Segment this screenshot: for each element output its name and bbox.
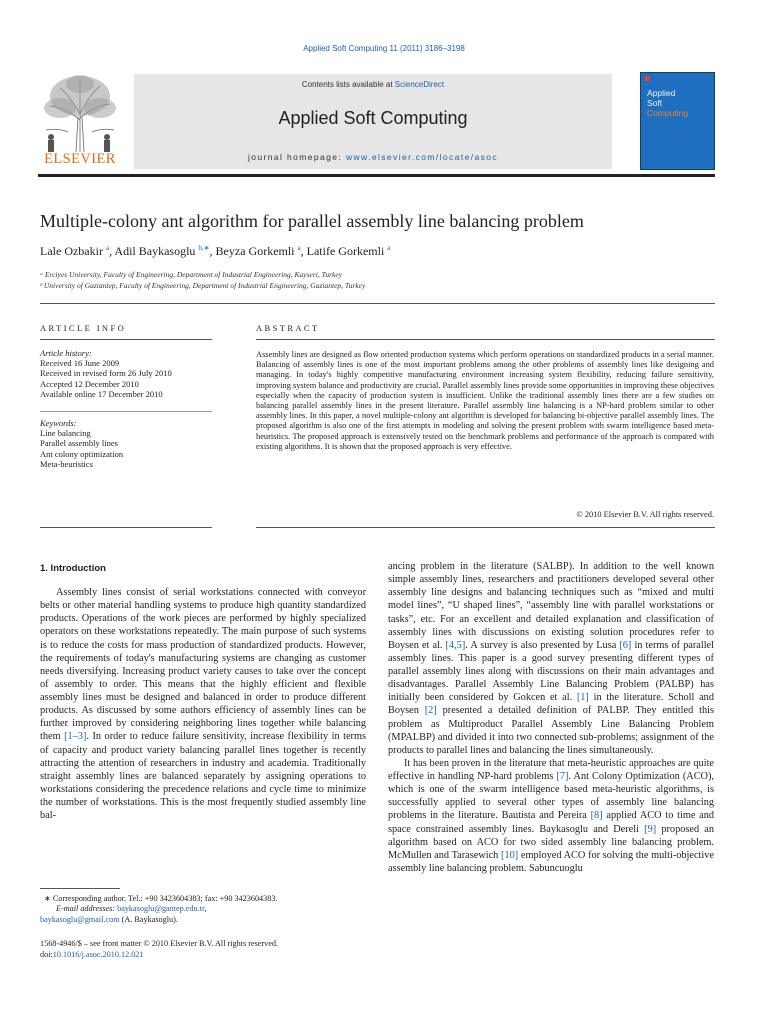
header-divider <box>38 174 715 177</box>
keywords-label: Keywords: <box>40 418 77 428</box>
section-heading: 1. Introduction <box>40 563 106 574</box>
abstract-label: ABSTRACT <box>256 323 320 333</box>
cover-title: Applied Soft Computing <box>647 88 689 118</box>
reference-link[interactable]: [1] <box>576 692 589 704</box>
doi-link[interactable]: 10.1016/j.asoc.2010.12.021 <box>52 950 144 959</box>
author-affiliation-mark[interactable]: b,∗ <box>198 244 210 252</box>
author-name: Lale Ozbakir <box>40 244 103 258</box>
article-title: Multiple-colony ant algorithm for parallel assembly line balancing problem <box>40 211 584 231</box>
history-item: Available online 17 December 2010 <box>40 388 163 399</box>
intro-paragraph: ancing problem in the literature (SALBP). In addition to the well known simple assembly lines, researchers and practitioners developed several other assembly line designs and balancing techniques such as “mixed and multi model lines”, “U shaped lines”, “assembly line with parallel workstations or tasks”, etc. For an excellent and detailed explanation and classification of assembly lines with discussions on existing solution procedures refer to Boysen et al. [4,5]. A survey is also presented by Lusa [6] in terms of parallel assembly lines. This paper is a good survey presenting different types of parallel assembly lines along with discussions on their main advantages and disadvantages. Parallel Assembly Line Balancing Problem (PALBP) has initially been considered by Gokcen et al. [1] in the literature. Scholl and Boysen [2] presented a detailed definition of PALBP. They entitled this problem as Multiproduct Parallel Assembly Line Balancing Problem (MPALBP) and divided it into two connected sub-problems; assignment of the products to parallel lines and balancing the lines simultaneously. <box>388 561 714 756</box>
author-name: Latife Gorkemli <box>306 244 385 258</box>
keyword-item: Ant colony optimization <box>40 448 124 459</box>
keyword-item: Line balancing <box>40 428 91 439</box>
homepage-link[interactable]: www.elsevier.com/locate/asoc <box>345 152 499 162</box>
email-label: E-mail addresses: <box>56 904 118 914</box>
reference-link[interactable]: [8] <box>590 810 603 822</box>
keywords <box>40 418 212 469</box>
reference-link[interactable]: [6] <box>619 639 632 651</box>
affiliation-a: ᵃ Erciyes University, Faculty of Engineering, Department of Industrial Engineering, Kayseri, Turkey <box>40 270 343 279</box>
history-label: Article history: <box>40 348 92 358</box>
journal-banner <box>134 74 612 169</box>
journal-homepage: journal homepage: www.elsevier.com/locate/asoc <box>247 152 499 162</box>
elsevier-logo <box>38 72 122 172</box>
author-affiliation-mark[interactable]: a <box>297 244 301 252</box>
reference-link[interactable]: [9] <box>644 823 657 835</box>
reference-link[interactable]: [4,5] <box>445 639 466 651</box>
article-info-label: ARTICLE INFO <box>40 323 127 333</box>
footnote-divider <box>40 888 120 889</box>
section-divider <box>40 303 715 304</box>
keywords-divider <box>40 411 212 412</box>
reference-link[interactable]: [2] <box>424 705 437 717</box>
email-link[interactable]: baykasoglu@gantep.edu.tr <box>117 904 205 914</box>
intro-paragraph: It has been proven in the literature that meta-heuristic approaches are quite effective in handling NP-hard problems [7]. Ant Colony Optimization (ACO), which is one of the swarm intelligence based meta-heuristic algorithms, is successfully applied to several other types of assembly line balancing problems in the literature. Bautista and Pereira [8] applied ACO to time and space constrained assembly lines. Baykasoglu and Dereli [9] proposed an algorithm based on ACO for two sided assembly line balancing problem. McMullen and Tarasewich [10] employed ACO for solving the multi-objective assembly line balancing problem. Sabuncuoglu <box>388 757 715 874</box>
intro-paragraph: Assembly lines consist of serial workstations connected with conveyor belts or other material handling systems to produce high quantity standardized products. Operations of the work pieces are performed by highly specialized operators on these workstations repeatedly. The main purpose of such systems is to reduce the costs for mass production of standardized products. However, the requirements of today's manufacturing systems are changing as customer needs diversifying. Increasing product variety causes to take over the concept of assembly to order. This means that the highly efficient and flexible assembly lines must be designed and balanced in order to produce different products. As discussed by some authors efficiency of assembly lines can be further improved by considering neighboring lines together while balancing them [1–3]. In order to reduce failure sensitivity, increase flexibility in terms of capacity and product variety balancing parallel lines together is recently attracting the attention of researchers in industry and academia. Traditionally straight assembly lines are balanced separately by assigning operations to workstations considering the precedence relations and cycle time to minimize the number of workstations. This is the most frequently studied assembly line bal- <box>40 587 366 822</box>
abstract-copyright: © 2010 Elsevier B.V. All rights reserved. <box>576 510 714 519</box>
abstract-divider <box>256 339 715 340</box>
author-name: Adil Baykasoglu <box>114 244 196 258</box>
corresponding-author-note: ∗ Corresponding author. Tel.: +90 3423604383; fax: +90 3423604383. <box>44 894 278 903</box>
info-divider <box>40 339 212 340</box>
article-history <box>40 348 212 399</box>
cover-mark-icon <box>645 76 650 81</box>
reference-link[interactable]: [7] <box>556 771 569 782</box>
journal-cover <box>640 72 715 170</box>
author-affiliation-mark[interactable]: a <box>387 244 391 252</box>
affiliation-b: ᵇ University of Gaziantep, Faculty of Engineering, Department of Industrial Engineering, Gaziantep, Turkey <box>40 281 366 290</box>
author-list: Lale Ozbakir $^a$, Adil Baykasoglu $^{b,∗}$, Beyza Gorkemli $^a$, Latife Gorkemli $^a$ <box>40 244 391 258</box>
intro-left-column <box>40 586 366 822</box>
history-item: Received 16 June 2009 <box>40 358 120 369</box>
intro-right-column <box>388 560 714 875</box>
footnotes: ∗ Corresponding author. Tel.: +90 3423604383; fax: +90 3423604383. E-mail addresses: baykasoglu@gantep.edu.tr, baykasoglu@gmail.com (A. Baykasoglu). <box>40 894 380 925</box>
reference-link[interactable]: [10] <box>501 849 519 861</box>
info-bottom-divider <box>40 527 212 528</box>
history-item: Received in revised form 26 July 2010 <box>40 368 172 379</box>
sciencedirect-link[interactable]: ScienceDirect <box>394 80 445 89</box>
email-link[interactable]: baykasoglu@gmail.com <box>40 914 120 924</box>
elsevier-tree-icon <box>38 72 122 154</box>
issn-line: 1568-4946/$ – see front matter © 2010 Elsevier B.V. All rights reserved. <box>40 939 279 948</box>
keyword-item: Meta-heuristics <box>40 458 93 469</box>
abstract-text: Assembly lines are designed as flow oriented production systems which perform operations on standardized products in a serial manner. Balancing of assembly lines is one of the most important problems among the other problems of assembly lines like designing and managing. In today's highly competitive manufacturing environment increasing system flexibility, reducing failure sensitivity, improving system balance and productivity are crucial. Parallel assembly lines provide some opportunities in improving these objectives especially when the capacity of production system is insufficient. Unlike the traditional assembly lines there are a few studies on balancing parallel assembly lines in the present literature. Parallel assembly line balancing is a NP-hard problem similar to other assembly lines. In this paper, a novel multiple-colony ant algorithm is developed for balancing bi-objective parallel assembly lines. The proposed algorithm is also one of the first attempts in modeling and solving the present problem with swarm intelligence based meta-heuristics. The proposed approach is extensively tested on the benchmark problems and performance of the approach is compared with existing algorithms. It is shown that the proposed approach is very effective. <box>256 350 714 451</box>
publisher-name: ELSEVIER <box>44 151 116 167</box>
abstract-bottom-divider <box>256 527 715 528</box>
author-affiliation-mark[interactable]: a <box>105 244 110 252</box>
keyword-item: Parallel assembly lines <box>40 438 118 449</box>
reference-link[interactable]: [1–3] <box>64 731 87 743</box>
contents-line: Contents lists available at ScienceDirect <box>301 80 445 89</box>
journal-title: Applied Soft Computing <box>278 108 468 128</box>
author-name: Beyza Gorkemli <box>215 244 295 258</box>
history-item: Accepted 12 December 2010 <box>40 378 139 389</box>
journal-citation[interactable]: Applied Soft Computing 11 (2011) 3186–3198 <box>303 44 465 53</box>
issn-doi: 1568-4946/$ – see front matter © 2010 Elsevier B.V. All rights reserved. doi:10.1016/j.asoc.2010.12.021 <box>40 938 380 960</box>
